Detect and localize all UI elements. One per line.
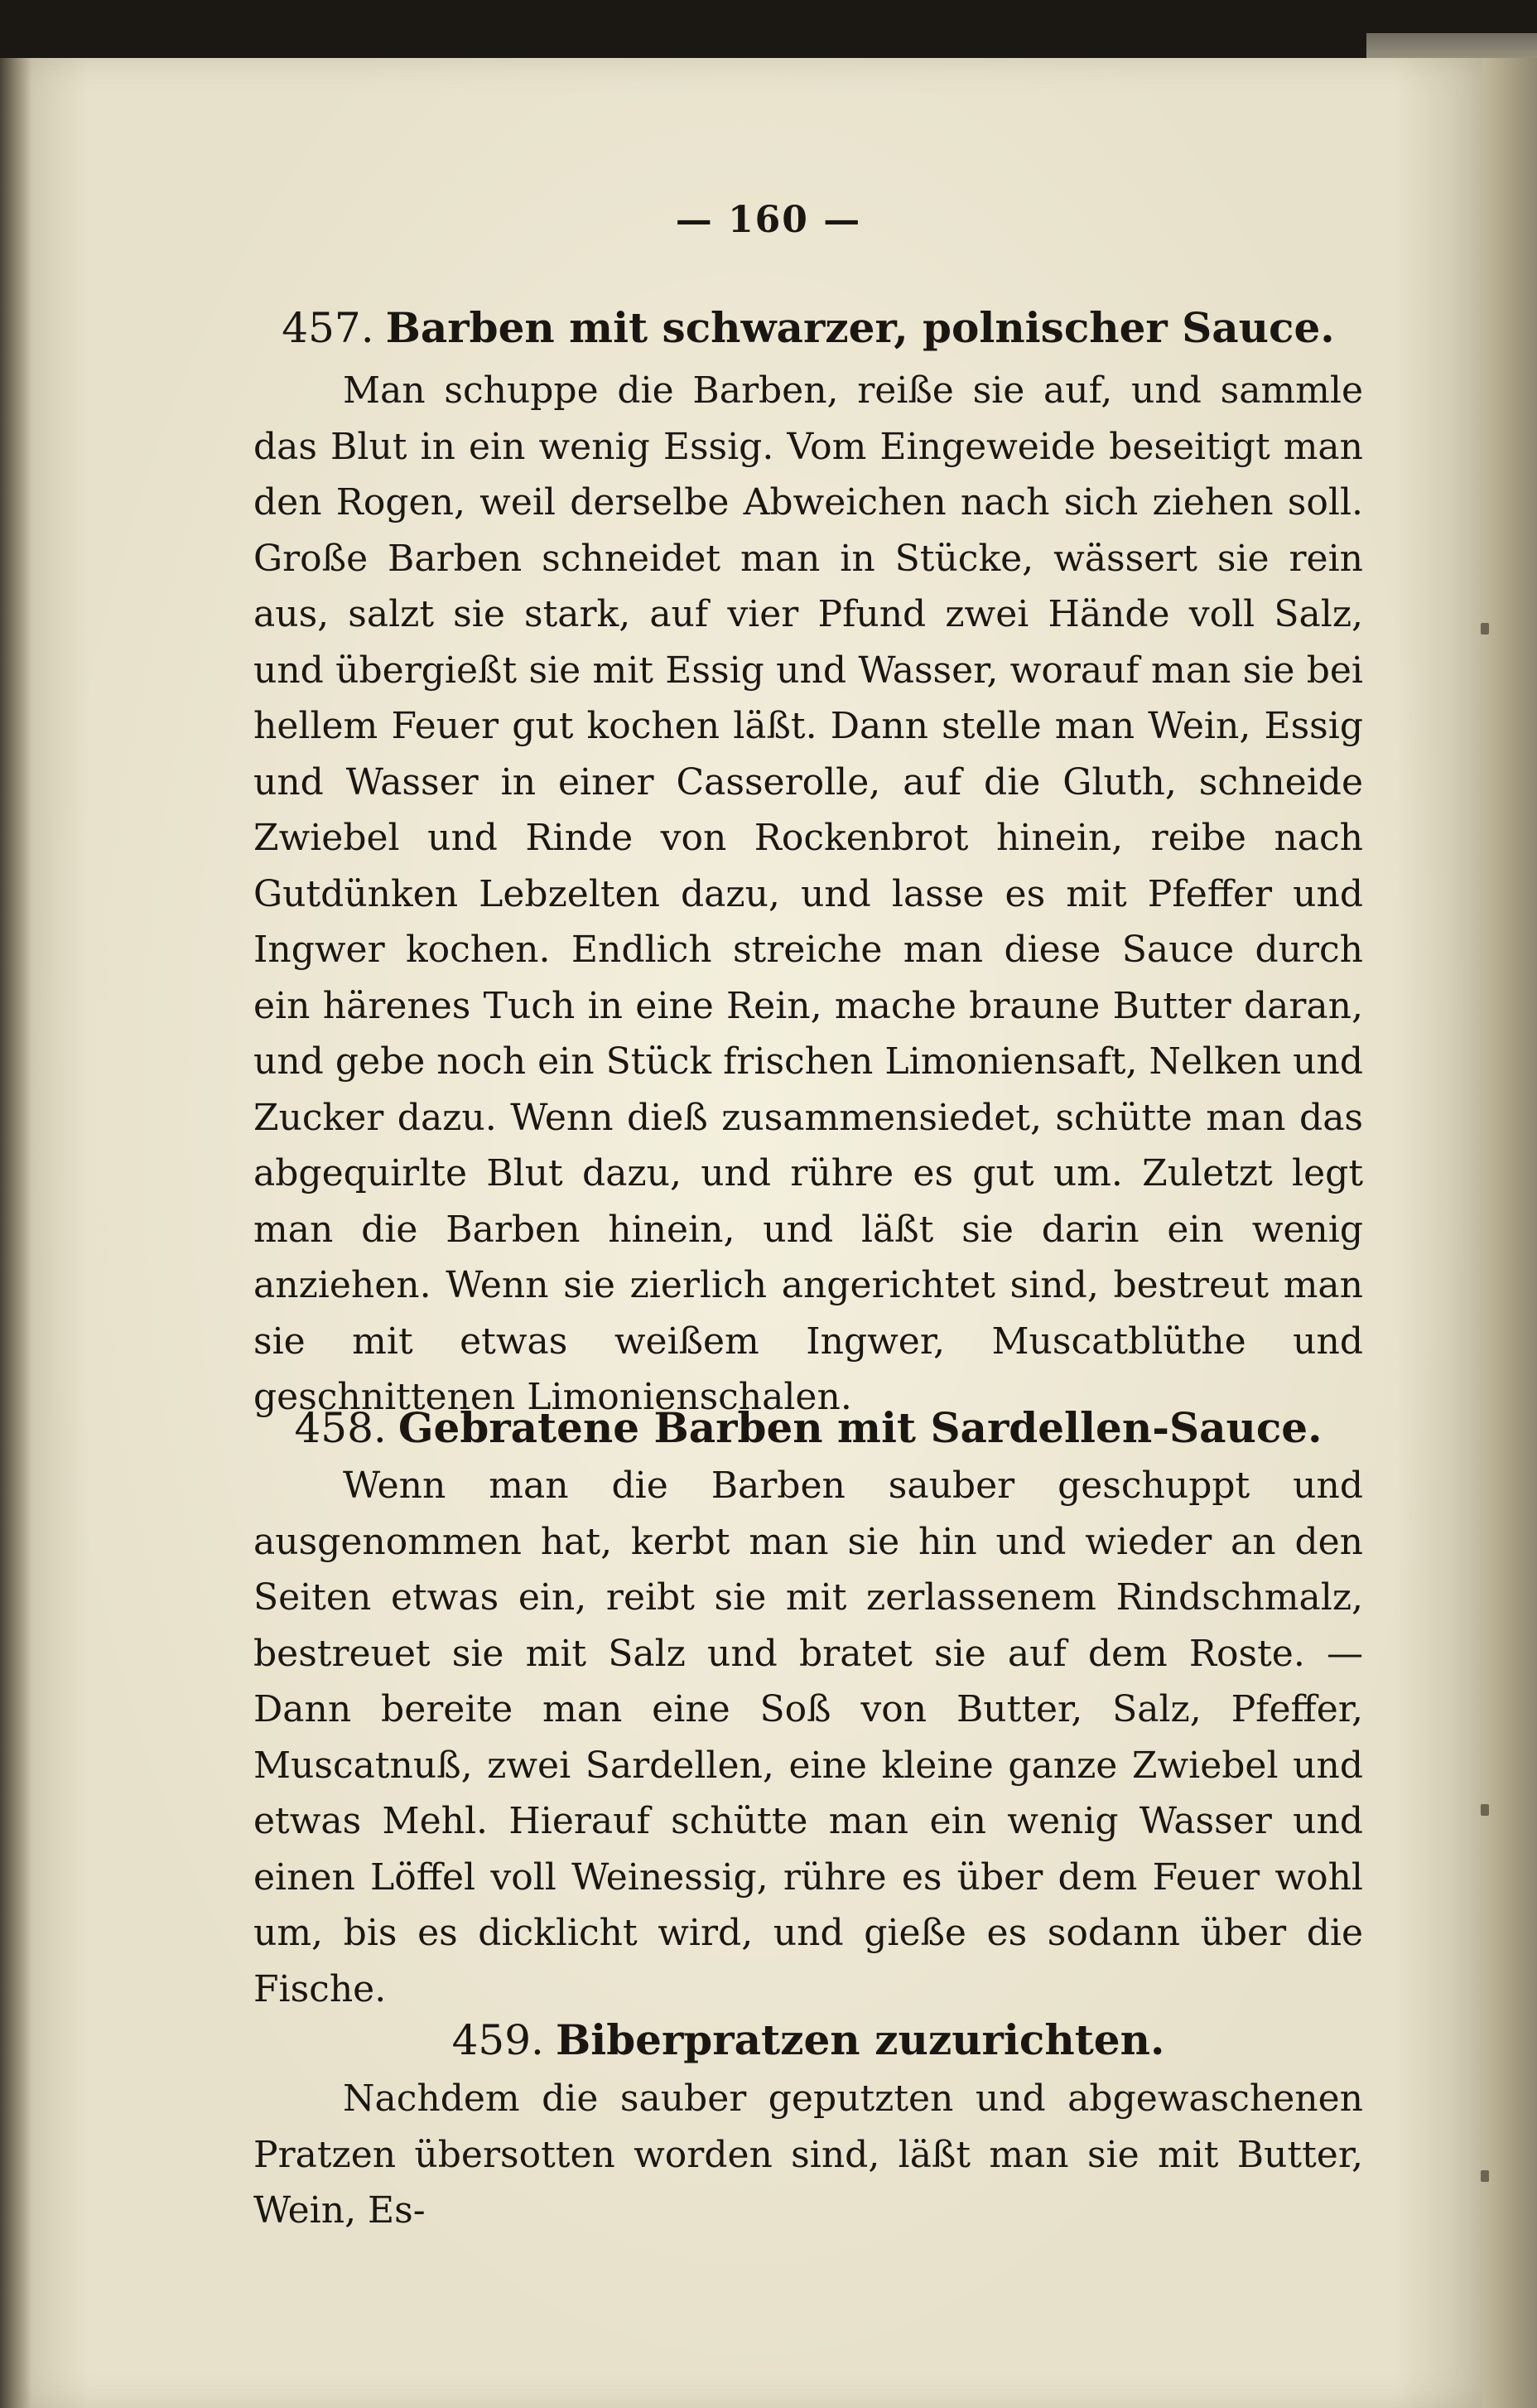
recipe-title: Barben mit schwarzer, polnischer Sauce.	[385, 303, 1335, 352]
recipe-title: Gebratene Barben mit Sardellen-Sauce.	[398, 1403, 1323, 1452]
recipe-text: Wenn man die Barben sauber geschuppt und ausgenommen hat, kerbt man sie hin und wieder an den Seiten etwas ein, reibt sie mit zerlassenem Rindschmalz, bestreuet sie mit Salz und bratet sie auf dem Roste. — Dann bereite man eine Soß von Butter, Salz, Pfeffer, Muscatnuß, zwei Sardellen, eine kleine ganze Zwiebel und etwas Mehl. Hierauf schütte man ein wenig Wasser und einen Löffel voll Weinessig, rühre es über dem Feuer wohl um, bis es dicklicht wird, und gieße es sodann über die Fische.	[253, 1465, 1363, 2010]
recipe-text: Man schuppe die Barben, reiße sie auf, und sammle das Blut in ein wenig Essig. Vom Eingeweide beseitigt man den Rogen, weil derselbe Abweichen nach sich ziehen soll. Große Barben schneidet man in Stücke, wässert sie rein aus, salzt sie stark, auf vier Pfund zwei Hände voll Salz, und übergießt sie mit Essig und Wasser, worauf man sie bei hellem Feuer gut kochen läßt. Dann stelle man Wein, Essig und Wasser in einer Casserolle, auf die Gluth, schneide Zwiebel und Rinde von Rockenbrot hinein, reibe nach Gutdünken Lebzelten dazu, und lasse es mit Pfeffer und Ingwer kochen. Endlich streiche man diese Sauce durch ein härenes Tuch in eine Rein, mache braune Butter daran, und gebe noch ein Stück frischen Limoniensaft, Nelken und Zucker dazu. Wenn dieß zusammensiedet, schütte man das abgequirlte Blut dazu, und rühre es gut um. Zuletzt legt man die Barben hinein, und läßt sie darin ein wenig anziehen. Wenn sie zierlich angerichtet sind, bestreut man sie mit etwas weißem Ingwer, Muscatblüthe und geschnittenen Limonienschalen.	[253, 369, 1363, 1418]
binding-shadow	[0, 58, 31, 2408]
page-number: — 160 —	[675, 199, 862, 241]
recipe-title: Biberpratzen zuzurichten.	[555, 2015, 1165, 2064]
recipe-number: 459.	[451, 2016, 544, 2064]
section-heading	[253, 2010, 1363, 2070]
recipe-number: 458.	[294, 1404, 387, 1452]
recipe-text: Nachdem die sauber geputzten und abgewaschenen Pratzen übersotten worden sind, läßt man sie mit Butter, Wein, Es-	[253, 2077, 1363, 2232]
section-heading	[253, 298, 1363, 358]
recipe-number: 457.	[282, 304, 374, 352]
section-heading	[253, 1398, 1363, 1458]
